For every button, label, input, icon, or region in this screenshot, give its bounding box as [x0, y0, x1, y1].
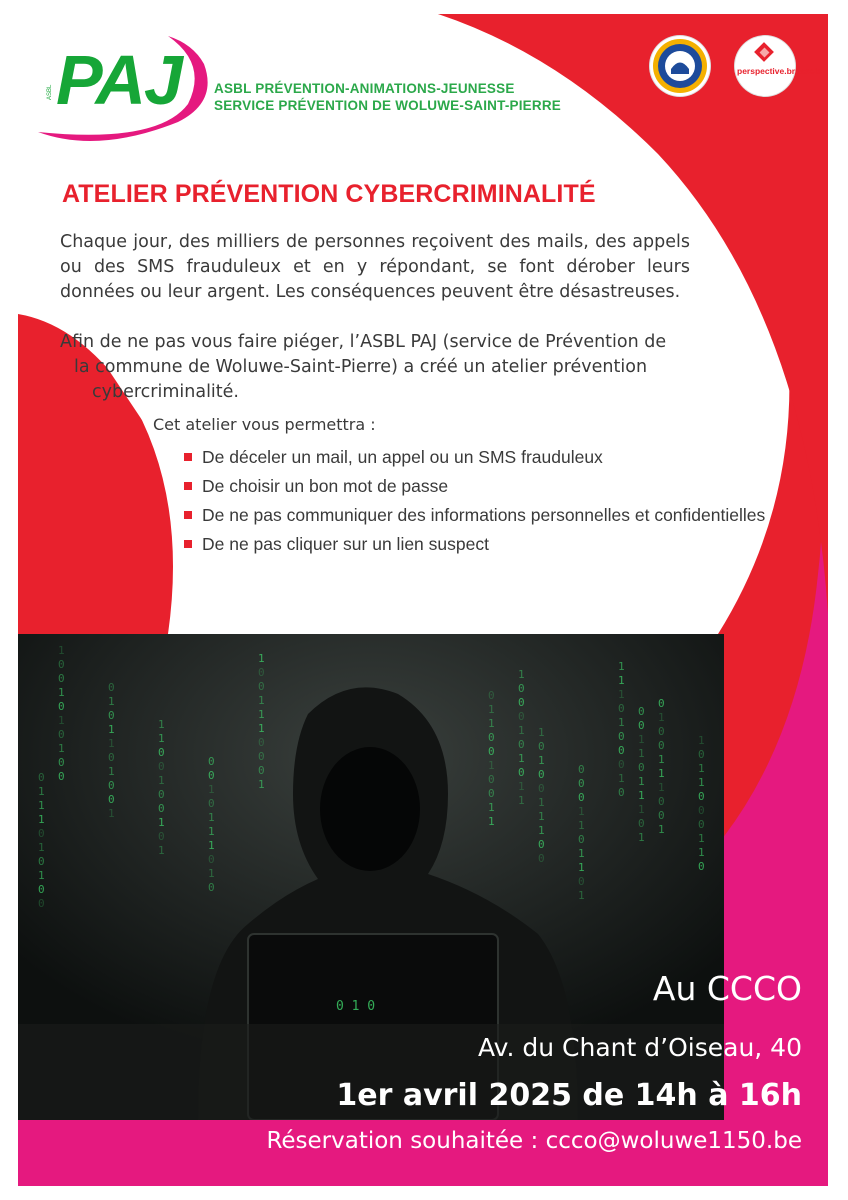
binary-digit: 0: [488, 689, 495, 702]
paragraph2-line1: Afin de ne pas vous faire piéger, l’ASBL PAJ (service de Prévention de: [60, 332, 667, 352]
binary-digit: 1: [38, 841, 45, 854]
list-item: De ne pas cliquer sur un lien suspect: [182, 534, 765, 563]
binary-digit: 0: [638, 719, 645, 732]
bullet-square-icon: [184, 511, 192, 519]
binary-digit: 0: [698, 818, 705, 831]
binary-digit: 0: [58, 658, 65, 671]
binary-digit: 0: [638, 817, 645, 830]
binary-digit: 0: [38, 855, 45, 868]
binary-digit: 1: [618, 674, 625, 687]
binary-digit: 1: [258, 722, 265, 735]
binary-digit: 1: [488, 815, 495, 828]
binary-digit: 0: [658, 739, 665, 752]
binary-digit: 0: [108, 709, 115, 722]
community-seal-logo: [650, 36, 710, 96]
list-item: De déceler un mail, un appel ou un SMS frauduleux: [182, 447, 765, 476]
paragraph2-line3: cybercriminalité.: [92, 382, 239, 402]
binary-digit: 1: [488, 759, 495, 772]
binary-digit: 0: [208, 853, 215, 866]
binary-digit: 1: [108, 737, 115, 750]
binary-digit: 1: [698, 762, 705, 775]
binary-digit: 1: [38, 869, 45, 882]
binary-digit: 0: [698, 790, 705, 803]
binary-digit: 1: [58, 686, 65, 699]
binary-digit: 0: [698, 860, 705, 873]
binary-digit: 0: [578, 763, 585, 776]
binary-digit: 1: [488, 717, 495, 730]
binary-digit: 0: [488, 787, 495, 800]
binary-digit: 1: [38, 785, 45, 798]
binary-digit: 1: [258, 652, 265, 665]
binary-digit: 0: [618, 786, 625, 799]
binary-digit: 1: [158, 718, 165, 731]
binary-digit: 1: [638, 775, 645, 788]
binary-digit: 0: [158, 802, 165, 815]
binary-digit: 1: [258, 778, 265, 791]
binary-digit: 0: [638, 761, 645, 774]
workshop-intro: Cet atelier vous permettra :: [153, 415, 376, 434]
binary-digit: 1: [108, 807, 115, 820]
binary-digit: 0: [518, 738, 525, 751]
binary-digit: 1: [208, 811, 215, 824]
binary-digit: 0: [618, 744, 625, 757]
binary-digit: 0: [578, 791, 585, 804]
binary-digit: 0: [488, 731, 495, 744]
binary-digit: 1: [578, 805, 585, 818]
binary-digit: 1: [208, 783, 215, 796]
binary-digit: 1: [518, 780, 525, 793]
binary-digit: 1: [108, 695, 115, 708]
svg-text:0 1 0: 0 1 0: [336, 999, 376, 1014]
binary-digit: 0: [488, 745, 495, 758]
binary-digit: 0: [158, 760, 165, 773]
list-item: De choisir un bon mot de passe: [182, 476, 765, 505]
binary-digit: 1: [58, 714, 65, 727]
binary-digit: 1: [658, 767, 665, 780]
binary-digit: 1: [518, 724, 525, 737]
binary-digit: 1: [658, 823, 665, 836]
binary-digit: 1: [618, 660, 625, 673]
binary-digit: 1: [38, 813, 45, 826]
binary-digit: 0: [538, 740, 545, 753]
org-service: SERVICE PRÉVENTION DE WOLUWE-SAINT-PIERRE: [214, 98, 561, 113]
perspective-brussels-label: perspective.brussels: [737, 66, 822, 76]
paragraph2-line2: la commune de Woluwe-Saint-Pierre) a créé un atelier prévention: [74, 357, 648, 377]
binary-digit: 0: [538, 782, 545, 795]
binary-digit: 0: [58, 672, 65, 685]
binary-digit: 0: [488, 773, 495, 786]
binary-digit: 0: [518, 766, 525, 779]
binary-digit: 1: [658, 781, 665, 794]
binary-digit: 0: [518, 710, 525, 723]
binary-digit: 1: [538, 754, 545, 767]
binary-digit: 0: [538, 768, 545, 781]
binary-digit: 1: [578, 889, 585, 902]
binary-digit: 0: [108, 779, 115, 792]
paj-logo-asbl-label: ASBL: [47, 84, 53, 100]
binary-digit: 1: [698, 832, 705, 845]
binary-digit: 0: [258, 750, 265, 763]
binary-digit: 1: [158, 732, 165, 745]
binary-digit: 0: [38, 883, 45, 896]
binary-digit: 1: [108, 723, 115, 736]
bullet-square-icon: [184, 540, 192, 548]
binary-digit: 0: [208, 769, 215, 782]
binary-digit: 1: [488, 801, 495, 814]
binary-digit: 1: [158, 774, 165, 787]
binary-digit: 0: [618, 758, 625, 771]
binary-digit: 0: [258, 764, 265, 777]
binary-digit: 0: [38, 827, 45, 840]
binary-digit: 1: [638, 747, 645, 760]
binary-digit: 1: [58, 742, 65, 755]
binary-digit: 1: [518, 668, 525, 681]
binary-digit: 1: [208, 839, 215, 852]
binary-digit: 1: [518, 752, 525, 765]
binary-digit: 1: [58, 644, 65, 657]
binary-digit: 1: [658, 753, 665, 766]
binary-digit: 1: [618, 772, 625, 785]
binary-digit: 0: [578, 833, 585, 846]
binary-digit: 1: [538, 810, 545, 823]
binary-digit: 1: [258, 708, 265, 721]
binary-digit: 0: [658, 809, 665, 822]
binary-digit: 1: [578, 847, 585, 860]
binary-digit: 0: [258, 736, 265, 749]
binary-digit: 1: [638, 803, 645, 816]
booking-info: Réservation souhaitée : ccco@woluwe1150.be: [266, 1128, 802, 1154]
binary-digit: 0: [108, 681, 115, 694]
binary-digit: 0: [618, 730, 625, 743]
binary-digit: 0: [698, 804, 705, 817]
binary-digit: 1: [578, 819, 585, 832]
paj-logo: PAJ: [56, 41, 181, 119]
binary-digit: 1: [578, 861, 585, 874]
binary-digit: 1: [38, 799, 45, 812]
binary-digit: 0: [578, 777, 585, 790]
binary-digit: 1: [538, 796, 545, 809]
binary-digit: 1: [518, 794, 525, 807]
perspective-brussels-logo: [735, 36, 822, 96]
binary-digit: 1: [698, 846, 705, 859]
binary-digit: 1: [638, 733, 645, 746]
workshop-goals-list: [182, 447, 765, 563]
binary-digit: 0: [538, 852, 545, 865]
venue-address: Av. du Chant d’Oiseau, 40: [478, 1033, 802, 1062]
binary-digit: 0: [208, 755, 215, 768]
binary-digit: 1: [698, 776, 705, 789]
list-item: De ne pas communiquer des informations personnelles et confidentielles: [182, 505, 765, 534]
binary-digit: 0: [258, 680, 265, 693]
org-name: ASBL PRÉVENTION-ANIMATIONS-JEUNESSE: [214, 81, 515, 96]
bullet-square-icon: [184, 482, 192, 490]
binary-digit: 1: [538, 824, 545, 837]
binary-digit: 0: [698, 748, 705, 761]
binary-digit: 0: [208, 881, 215, 894]
binary-digit: 0: [638, 705, 645, 718]
binary-digit: 0: [58, 770, 65, 783]
binary-digit: 1: [638, 831, 645, 844]
binary-digit: 1: [658, 711, 665, 724]
binary-digit: 0: [108, 751, 115, 764]
binary-digit: 0: [38, 771, 45, 784]
binary-digit: 0: [658, 725, 665, 738]
binary-digit: 0: [158, 788, 165, 801]
binary-digit: 1: [618, 716, 625, 729]
binary-digit: 0: [618, 702, 625, 715]
poster: [18, 14, 828, 1186]
venue-name: Au CCCO: [652, 969, 802, 1008]
binary-digit: 1: [108, 765, 115, 778]
binary-digit: 0: [538, 838, 545, 851]
binary-digit: 0: [38, 897, 45, 910]
event-date: 1er avril 2025 de 14h à 16h: [336, 1078, 802, 1113]
binary-digit: 0: [518, 682, 525, 695]
binary-digit: 1: [158, 816, 165, 829]
binary-digit: 1: [208, 825, 215, 838]
binary-digit: 1: [208, 867, 215, 880]
binary-digit: 0: [58, 700, 65, 713]
binary-digit: 0: [58, 728, 65, 741]
binary-digit: 1: [638, 789, 645, 802]
binary-digit: 1: [538, 726, 545, 739]
binary-digit: 0: [658, 795, 665, 808]
binary-digit: 0: [578, 875, 585, 888]
binary-digit: 0: [108, 793, 115, 806]
intro-paragraph: Chaque jour, des milliers de personnes reçoivent des mails, des appels ou des SMS frauduleux et en y répondant, se font dérober leurs données ou leur argent. Les conséquences peuvent être désastreuses.: [60, 232, 690, 302]
page-title: ATELIER PRÉVENTION CYBERCRIMINALITÉ: [62, 180, 596, 208]
binary-digit: 1: [258, 694, 265, 707]
binary-digit: 1: [698, 734, 705, 747]
binary-digit: 0: [158, 746, 165, 759]
binary-digit: 1: [488, 703, 495, 716]
binary-digit: 0: [258, 666, 265, 679]
binary-digit: 1: [618, 688, 625, 701]
binary-digit: 0: [158, 830, 165, 843]
binary-digit: 1: [158, 844, 165, 857]
binary-digit: 0: [518, 696, 525, 709]
binary-digit: 0: [208, 797, 215, 810]
binary-digit: 0: [658, 697, 665, 710]
bullet-square-icon: [184, 453, 192, 461]
binary-digit: 0: [58, 756, 65, 769]
